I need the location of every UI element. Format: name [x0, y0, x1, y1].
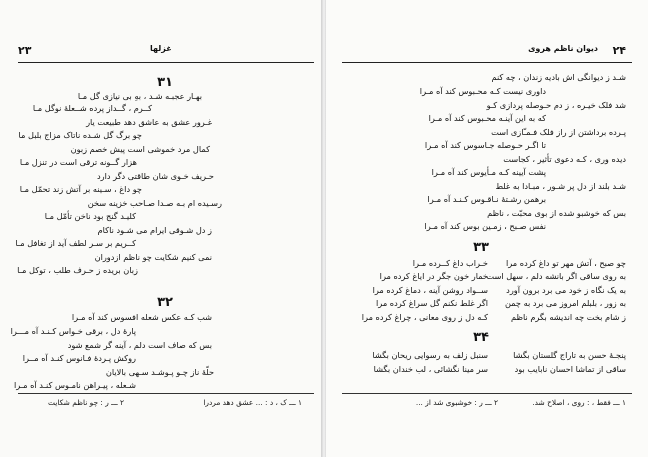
verse: زبان بریده ز حـرف طلب ، توکل مـا — [17, 265, 138, 275]
verse: پـرده برداشتن از راز فلک فـمـّازی است — [491, 127, 626, 137]
verse: شـد بلند از دل پر شـور ، مبـادا به غلط — [495, 181, 626, 191]
verse: رسـیده ام بـه صـدا صـاحب خزینه سخن — [87, 198, 222, 208]
verse: داوری نیست کـه محـبوس کند آه مـرا — [419, 86, 546, 96]
header-rule — [18, 62, 314, 63]
verse: به روی ساقی اگر بانشه دلم ، سهل است — [486, 271, 626, 281]
verse: ساقی از تماشا احسان نابایب بود — [514, 364, 626, 374]
verse: حلّهٔ ناز چـو پـوشـد سـهی بالایان — [105, 367, 214, 377]
verse: روکش پـردهٔ فـانوس کنـد آه مــرا — [22, 353, 136, 363]
verse: شـعله ، پیـراهن نامـوس کنـد آه مـرا — [13, 380, 136, 390]
verse: کــرم ، گــداز پرده شــعلهٔ نوگل مـا — [32, 103, 152, 113]
verse: کمال مرد خموشی است پیش خصم زبون — [70, 144, 210, 154]
ghazal-33-number: ۳۳ — [473, 240, 489, 255]
verse: بس که صاف است دلم ، آینه گر شمع شود — [67, 340, 212, 350]
verse: چو برگ گل شـده ناتاک مزاج بلبل ما — [18, 130, 142, 140]
verse: پشت آیینه کـه مـأیوس کند آه مـرا — [431, 167, 546, 177]
verse: بس که خوشبو شده از بوی محبّت ، ناظم — [487, 208, 626, 218]
verse: نفس صـبح ، زمـین بوس کند آه مـرا — [424, 221, 546, 231]
verse: سنبل زلف به رسوایی ریحان بگشا — [372, 350, 488, 360]
verse: تا اگـر حـوصله جـاسوس کند آه مـرا — [424, 140, 546, 150]
verse: کلیـد گنج بود ناخن تأمّل مـا — [44, 211, 136, 221]
verse: ســواد روشن آینه ، دماغ کرده مرا — [372, 285, 488, 295]
verse: به زور ، بلبلم امروز می برد به چمن — [504, 298, 626, 308]
verse: خـراب داغ کــرده مـرا — [412, 258, 488, 268]
verse: چو صبح ، آتش مهر تو داغ کرده مرا — [506, 258, 626, 268]
verse: اگر غلط نکنم گل سراغ کرده مرا — [376, 298, 488, 308]
footnote: ۲ ـــ ر : خوشبوی شد از ... — [415, 398, 498, 407]
verse: غـرور عشق به عاشق دهد طبیعت یار — [86, 117, 212, 127]
verse: شد فلک خیـره ، ز دم حـوصله پردازی کـو — [486, 100, 626, 110]
left-page — [0, 0, 322, 457]
verse: کــریم بر سـر لطف آید از تغافل مـا — [15, 238, 136, 248]
ghazal-34-number: ۳۴ — [473, 330, 489, 345]
header-rule — [342, 62, 632, 63]
footnote: ۱ ـــ ک ، د : ... عشق دهد مردرا — [203, 398, 302, 407]
verse: شـد ز دیوانگی اش بادیه زندان ، چه کنم — [491, 72, 626, 82]
verse: بهـار عجبـه شـد ، بهِ بی نیازی گل مـا — [77, 91, 202, 101]
footnote-rule — [342, 393, 632, 394]
page-number: ۲۳ — [18, 44, 32, 57]
page-number: ۲۴ — [612, 44, 626, 57]
verse: سر مینا نگشائی ، لب خندان بگشا — [373, 364, 488, 374]
verse: پنجـهٔ حسن به تاراج گلستان بگشا — [513, 350, 626, 360]
right-page — [326, 0, 648, 457]
ghazal-31-number: ۳۱ — [157, 75, 173, 90]
verse: ز دل شـوقی ایرام می شـود ناکام — [97, 225, 212, 235]
verse: خمار خون جگر در ایاغ کرده مرا — [379, 271, 488, 281]
verse: کـه دل ز روی معانی ، چراغ کرده مرا — [361, 312, 488, 322]
verse: شب کـه عکس شعله افسوس کند آه مـرا — [71, 312, 212, 322]
ghazal-32-number: ۳۲ — [157, 295, 173, 310]
verse: پارهٔ دل ، برقی خـواس کـنـد آه مـــرا — [10, 326, 136, 336]
footnote-rule — [18, 393, 314, 394]
verse: چو داغ ، سـینه بر آتش زند تحمّل مـا — [19, 184, 142, 194]
verse: هزار گــونه ترقی است در تنزل مـا — [19, 157, 137, 167]
footnote: ۲ ـــ ر : چو ناظم شکایت — [48, 398, 124, 407]
verse: که به این آینـه محـبوس کند آه مـرا — [428, 113, 546, 123]
verse: ز شام بخت چه اندیشه بگرم ناظم — [511, 312, 626, 322]
verse: نمی کنیم شکایت چو ناظم ازدوران — [94, 252, 212, 262]
verse: به یک نگاه ز خود می برد برون آورد — [506, 285, 626, 295]
verse: دیده وری ، کـه دعوی تأثیر ، کجاست — [503, 154, 626, 164]
page-header-title: دیوان ناظم هروی — [528, 44, 598, 53]
footnote: ۱ ـــ فقط ، : روی ، اصلاح شد. — [532, 398, 626, 407]
verse: حـریف خـوی شان طاقتی دگر دارد — [96, 171, 214, 181]
verse: برهمن رشـتهٔ نـاقـوس کـنـد آه مـرا — [427, 194, 546, 204]
page-header-title: غزلها — [150, 44, 172, 53]
